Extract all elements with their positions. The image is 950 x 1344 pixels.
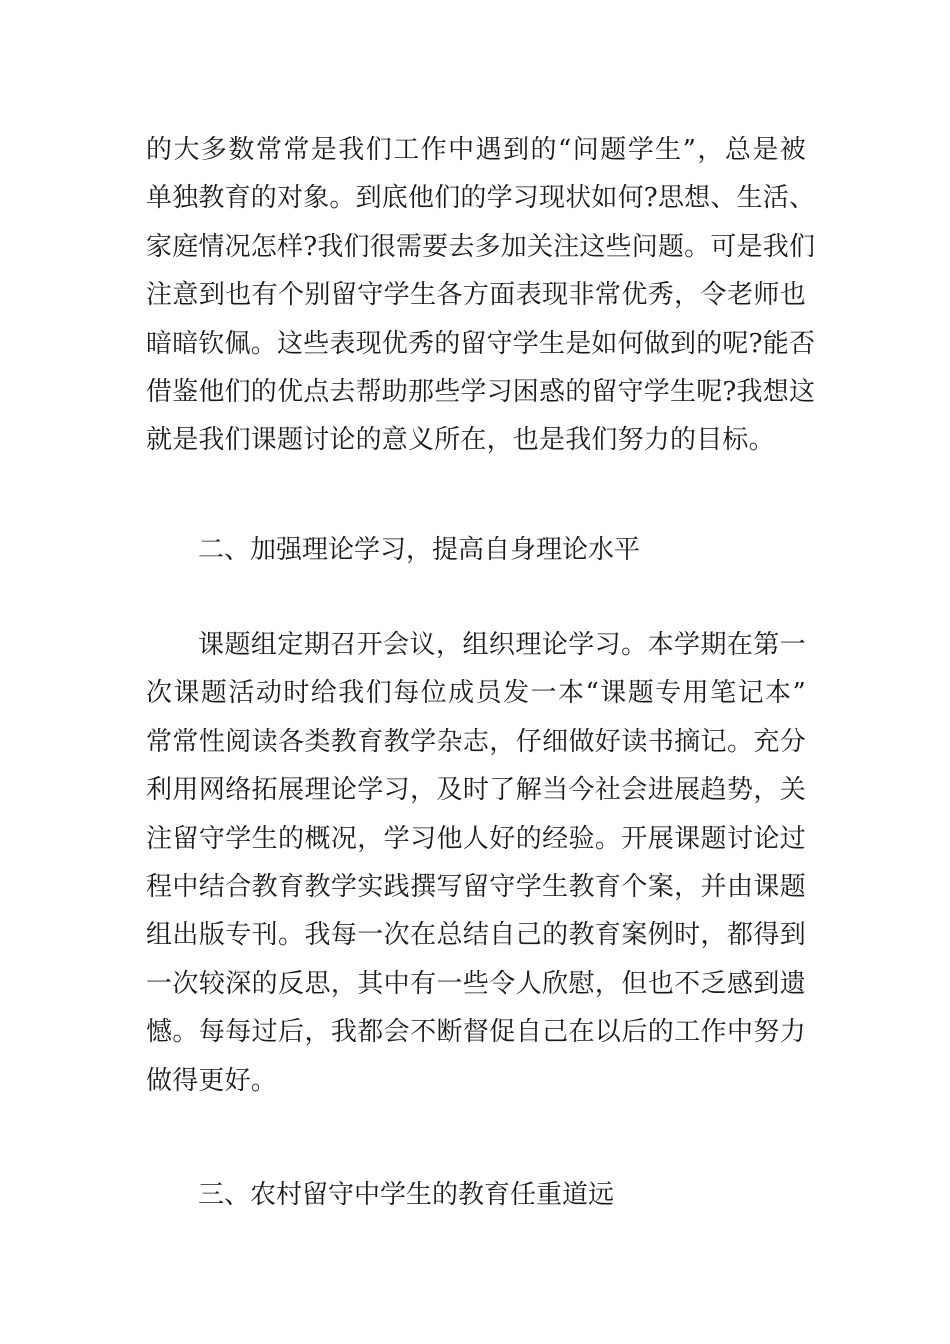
- text-line: 常常性阅读各类教育教学杂志，仔细做好读书摘记。充分: [146, 726, 806, 757]
- text-line: 一次较深的反思，其中有一些令人欣慰，但也不乏感到遗: [146, 968, 806, 999]
- text-line: 暗暗钦佩。这些表现优秀的留守学生是如何做到的呢?能否: [146, 328, 816, 359]
- text-line: 憾。每每过后，我都会不断督促自己在以后的工作中努力: [146, 1017, 806, 1048]
- text-line: 单独教育的对象。到底他们的学习现状如何?思想、生活、: [146, 183, 816, 214]
- text-line: 利用网络拓展理论学习，及时了解当今社会进展趋势，关: [146, 775, 806, 806]
- text-line: 注留守学生的概况，学习他人好的经验。开展课题讨论过: [146, 823, 806, 854]
- text-line: 就是我们课题讨论的意义所在，也是我们努力的目标。: [146, 425, 775, 456]
- text-line: 组出版专刊。我每一次在总结自己的教育案例时，都得到: [146, 920, 806, 951]
- text-line: 的大多数常常是我们工作中遇到的“问题学生”，总是被: [146, 135, 806, 165]
- text-line: 做得更好。: [146, 1065, 278, 1096]
- text-line: 程中结合教育教学实践撰写留守学生教育个案，并由课题: [146, 872, 806, 903]
- text-line: 次课题活动时给我们每位成员发一本“课题专用笔记本”: [146, 678, 806, 709]
- text-line: 家庭情况怎样?我们很需要去多加关注这些问题。可是我们: [146, 231, 816, 262]
- text-line: 借鉴他们的优点去帮助那些学习困惑的留守学生呢?我想这: [146, 377, 816, 408]
- body-paragraph-1: [146, 126, 816, 465]
- body-paragraph-2: [146, 621, 806, 1105]
- text-line: 注意到也有个别留守学生各方面表现非常优秀，令老师也: [146, 280, 806, 311]
- text-line: 课题组定期召开会议，组织理论学习。本学期在第一: [198, 630, 806, 660]
- section-heading-2: 二、加强理论学习，提高自身理论水平: [198, 535, 641, 565]
- section-heading-3: 三、农村留守中学生的教育任重道远: [198, 1180, 615, 1210]
